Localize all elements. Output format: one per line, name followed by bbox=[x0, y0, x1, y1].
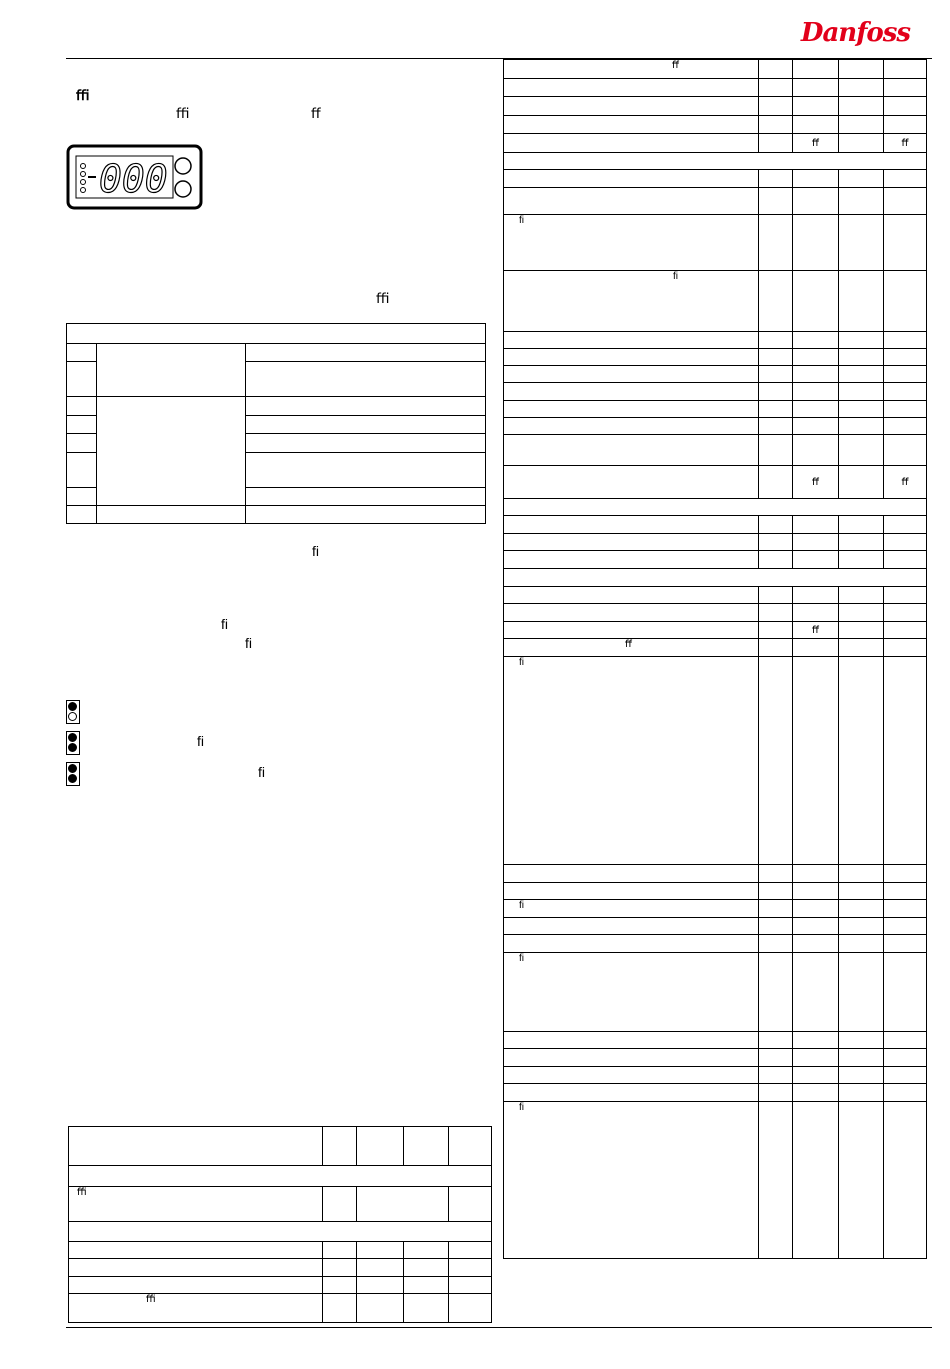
cell-glyph: ﬀ bbox=[793, 134, 839, 153]
row-glyph: ﬁ bbox=[519, 900, 524, 911]
cell-glyph: ﬀ bbox=[884, 466, 927, 499]
parameter-table-right bbox=[503, 59, 927, 1259]
settings-table-left bbox=[68, 1126, 492, 1323]
text-glyph: ﬃ bbox=[176, 105, 190, 121]
controller-display-illustration bbox=[66, 144, 203, 210]
connection-table bbox=[66, 323, 486, 524]
cell-glyph: ﬀ bbox=[793, 466, 839, 499]
cell-glyph: ﬀ bbox=[793, 622, 839, 639]
footer-rule bbox=[66, 1327, 932, 1328]
jumper-open-icon bbox=[66, 700, 80, 724]
text-glyph: ﬃ bbox=[376, 290, 390, 306]
display-svg bbox=[66, 144, 203, 210]
row-glyph: ﬀ bbox=[625, 639, 632, 650]
row-glyph: ﬁ bbox=[519, 657, 524, 668]
jumper-closed-icon bbox=[66, 762, 80, 786]
cell-glyph: ﬀ bbox=[884, 134, 927, 153]
text-glyph: ﬁ bbox=[258, 764, 265, 780]
row-glyph: ﬃ bbox=[146, 1294, 156, 1305]
text-glyph: ﬀ bbox=[311, 105, 321, 121]
row-glyph: ﬁ bbox=[519, 1102, 524, 1113]
text-glyph: ﬁ bbox=[221, 616, 228, 632]
row-glyph: ﬃ bbox=[77, 1187, 87, 1198]
display-digits: 000 bbox=[99, 157, 168, 201]
jumper-closed-icon bbox=[66, 731, 80, 755]
row-glyph: ﬁ bbox=[673, 271, 678, 282]
row-glyph: ﬁ bbox=[519, 953, 524, 964]
text-glyph: ﬁ bbox=[245, 635, 252, 651]
text-glyph: ﬁ bbox=[312, 543, 319, 559]
danfoss-logo: Danfoss bbox=[800, 18, 910, 48]
row-glyph: ﬀ bbox=[672, 60, 679, 71]
section-heading-glyph: ﬃ bbox=[76, 87, 90, 103]
text-glyph: ﬁ bbox=[197, 733, 204, 749]
row-glyph: ﬁ bbox=[519, 215, 524, 226]
